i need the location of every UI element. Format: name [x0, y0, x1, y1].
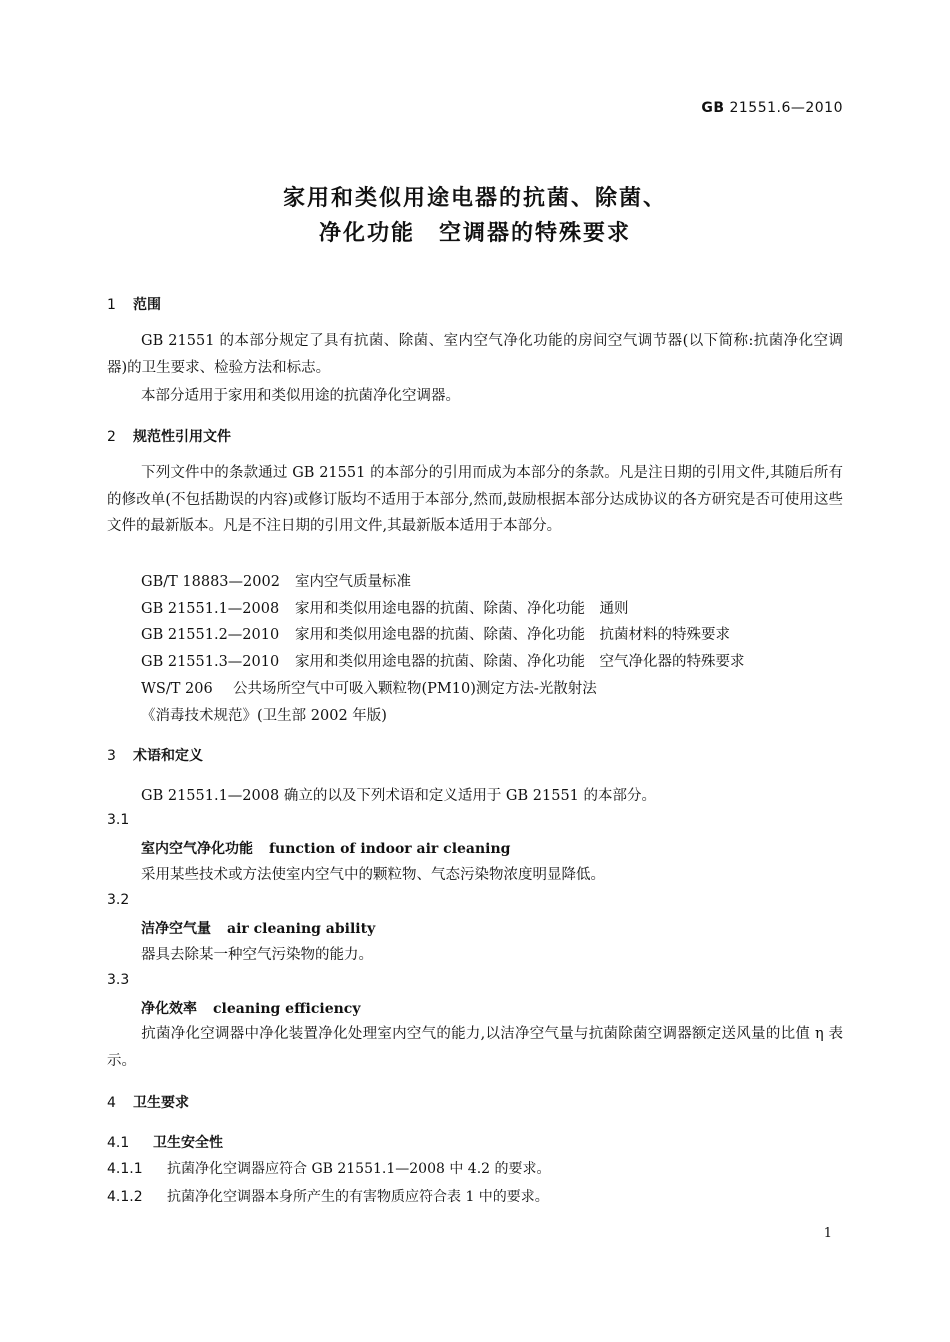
term-name-zh: 洁净空气量 — [141, 921, 211, 937]
reference-code: GB/T 18883—2002 — [141, 574, 280, 590]
section-title: 术语和定义 — [133, 748, 203, 764]
reference-item — [141, 677, 597, 698]
term-number: 3.1 — [107, 812, 130, 828]
section-title: 卫生要求 — [133, 1095, 189, 1111]
clause-text: 抗菌净化空调器本身所产生的有害物质应符合表 1 中的要求。 — [167, 1189, 549, 1205]
section-1-paragraph-2: 本部分适用于家用和类似用途的抗菌净化空调器。 — [141, 388, 460, 404]
reference-code: GB 21551.1—2008 — [141, 601, 280, 617]
section-number: 4 — [107, 1095, 116, 1111]
clause-4-1-1 — [107, 1158, 551, 1178]
reference-title: 室内空气质量标准 — [295, 574, 411, 590]
term-name — [141, 838, 510, 858]
reference-item — [141, 597, 629, 618]
subsection-number: 4.1 — [107, 1135, 130, 1151]
reference-title: 公共场所空气中可吸入颗粒物(PM10)测定方法-光散射法 — [233, 681, 597, 697]
reference-code: GB 21551.3—2010 — [141, 654, 280, 670]
standard-code-prefix: GB — [701, 100, 725, 116]
term-definition: 器具去除某一种空气污染物的能力。 — [141, 947, 373, 963]
reference-item: 《消毒技术规范》(卫生部 2002 年版) — [141, 708, 387, 724]
subsection-title: 卫生安全性 — [153, 1135, 223, 1151]
term-name-en: air cleaning ability — [227, 921, 376, 937]
section-3-intro: GB 21551.1—2008 确立的以及下列术语和定义适用于 GB 21551 的本部分。 — [141, 788, 657, 804]
section-1-paragraph-1 — [107, 328, 843, 381]
document-title-line2: 净化功能 空调器的特殊要求 — [318, 221, 631, 246]
term-definition — [107, 1021, 843, 1074]
section-title: 范围 — [133, 297, 161, 313]
document-title-line1: 家用和类似用途电器的抗菌、除菌、 — [282, 186, 667, 211]
section-4-heading — [107, 1092, 189, 1112]
clause-number: 4.1.1 — [107, 1161, 143, 1177]
section-number: 2 — [107, 429, 116, 445]
standard-code — [701, 100, 843, 116]
reference-item — [141, 570, 411, 591]
section-1-heading — [107, 294, 161, 314]
term-name-zh: 净化效率 — [141, 1001, 197, 1017]
section-number: 1 — [107, 297, 116, 313]
term-number: 3.3 — [107, 972, 130, 988]
reference-title: 家用和类似用途电器的抗菌、除菌、净化功能 抗菌材料的特殊要求 — [295, 627, 730, 643]
term-name — [141, 998, 360, 1018]
section-title: 规范性引用文件 — [133, 429, 231, 445]
reference-item — [141, 623, 730, 644]
reference-title: 家用和类似用途电器的抗菌、除菌、净化功能 空气净化器的特殊要求 — [295, 654, 745, 670]
section-3-heading — [107, 745, 203, 765]
term-name — [141, 918, 375, 938]
reference-code: GB 21551.2—2010 — [141, 627, 280, 643]
subsection-4-1-heading — [107, 1132, 223, 1152]
clause-4-1-2 — [107, 1186, 549, 1206]
term-name-zh: 室内空气净化功能 — [141, 841, 253, 857]
paragraph-text: 抗菌净化空调器中净化装置净化处理室内空气的能力,以洁净空气量与抗菌除菌空调器额定送风量的比值 η 表示。 — [107, 1026, 843, 1069]
term-name-en: cleaning efficiency — [213, 1001, 361, 1017]
section-number: 3 — [107, 748, 116, 764]
term-number: 3.2 — [107, 892, 130, 908]
reference-item — [141, 650, 745, 671]
paragraph-text: 下列文件中的条款通过 GB 21551 的本部分的引用而成为本部分的条款。凡是注日期的引用文件,其随后所有的修改单(不包括勘误的内容)或修订版均不适用于本部分,然而,鼓励根据本部分达成协议的各方研究是否可使用这些文件的最新版本。凡是不注日期的引用文件,其最新版本适用于本部分。 — [107, 465, 843, 534]
standard-code-number: 21551.6—2010 — [729, 100, 843, 116]
reference-code: WS/T 206 — [141, 681, 213, 697]
section-2-intro — [107, 460, 843, 540]
term-definition: 采用某些技术或方法使室内空气中的颗粒物、气态污染物浓度明显降低。 — [141, 867, 605, 883]
section-2-heading — [107, 426, 231, 446]
term-name-en: function of indoor air cleaning — [269, 841, 511, 857]
page-number: 1 — [823, 1226, 832, 1241]
clause-number: 4.1.2 — [107, 1189, 143, 1205]
clause-text: 抗菌净化空调器应符合 GB 21551.1—2008 中 4.2 的要求。 — [167, 1161, 551, 1177]
reference-title: 家用和类似用途电器的抗菌、除菌、净化功能 通则 — [295, 601, 629, 617]
paragraph-text: GB 21551 的本部分规定了具有抗菌、除菌、室内空气净化功能的房间空气调节器(以下简称:抗菌净化空调器)的卫生要求、检验方法和标志。 — [107, 333, 843, 376]
